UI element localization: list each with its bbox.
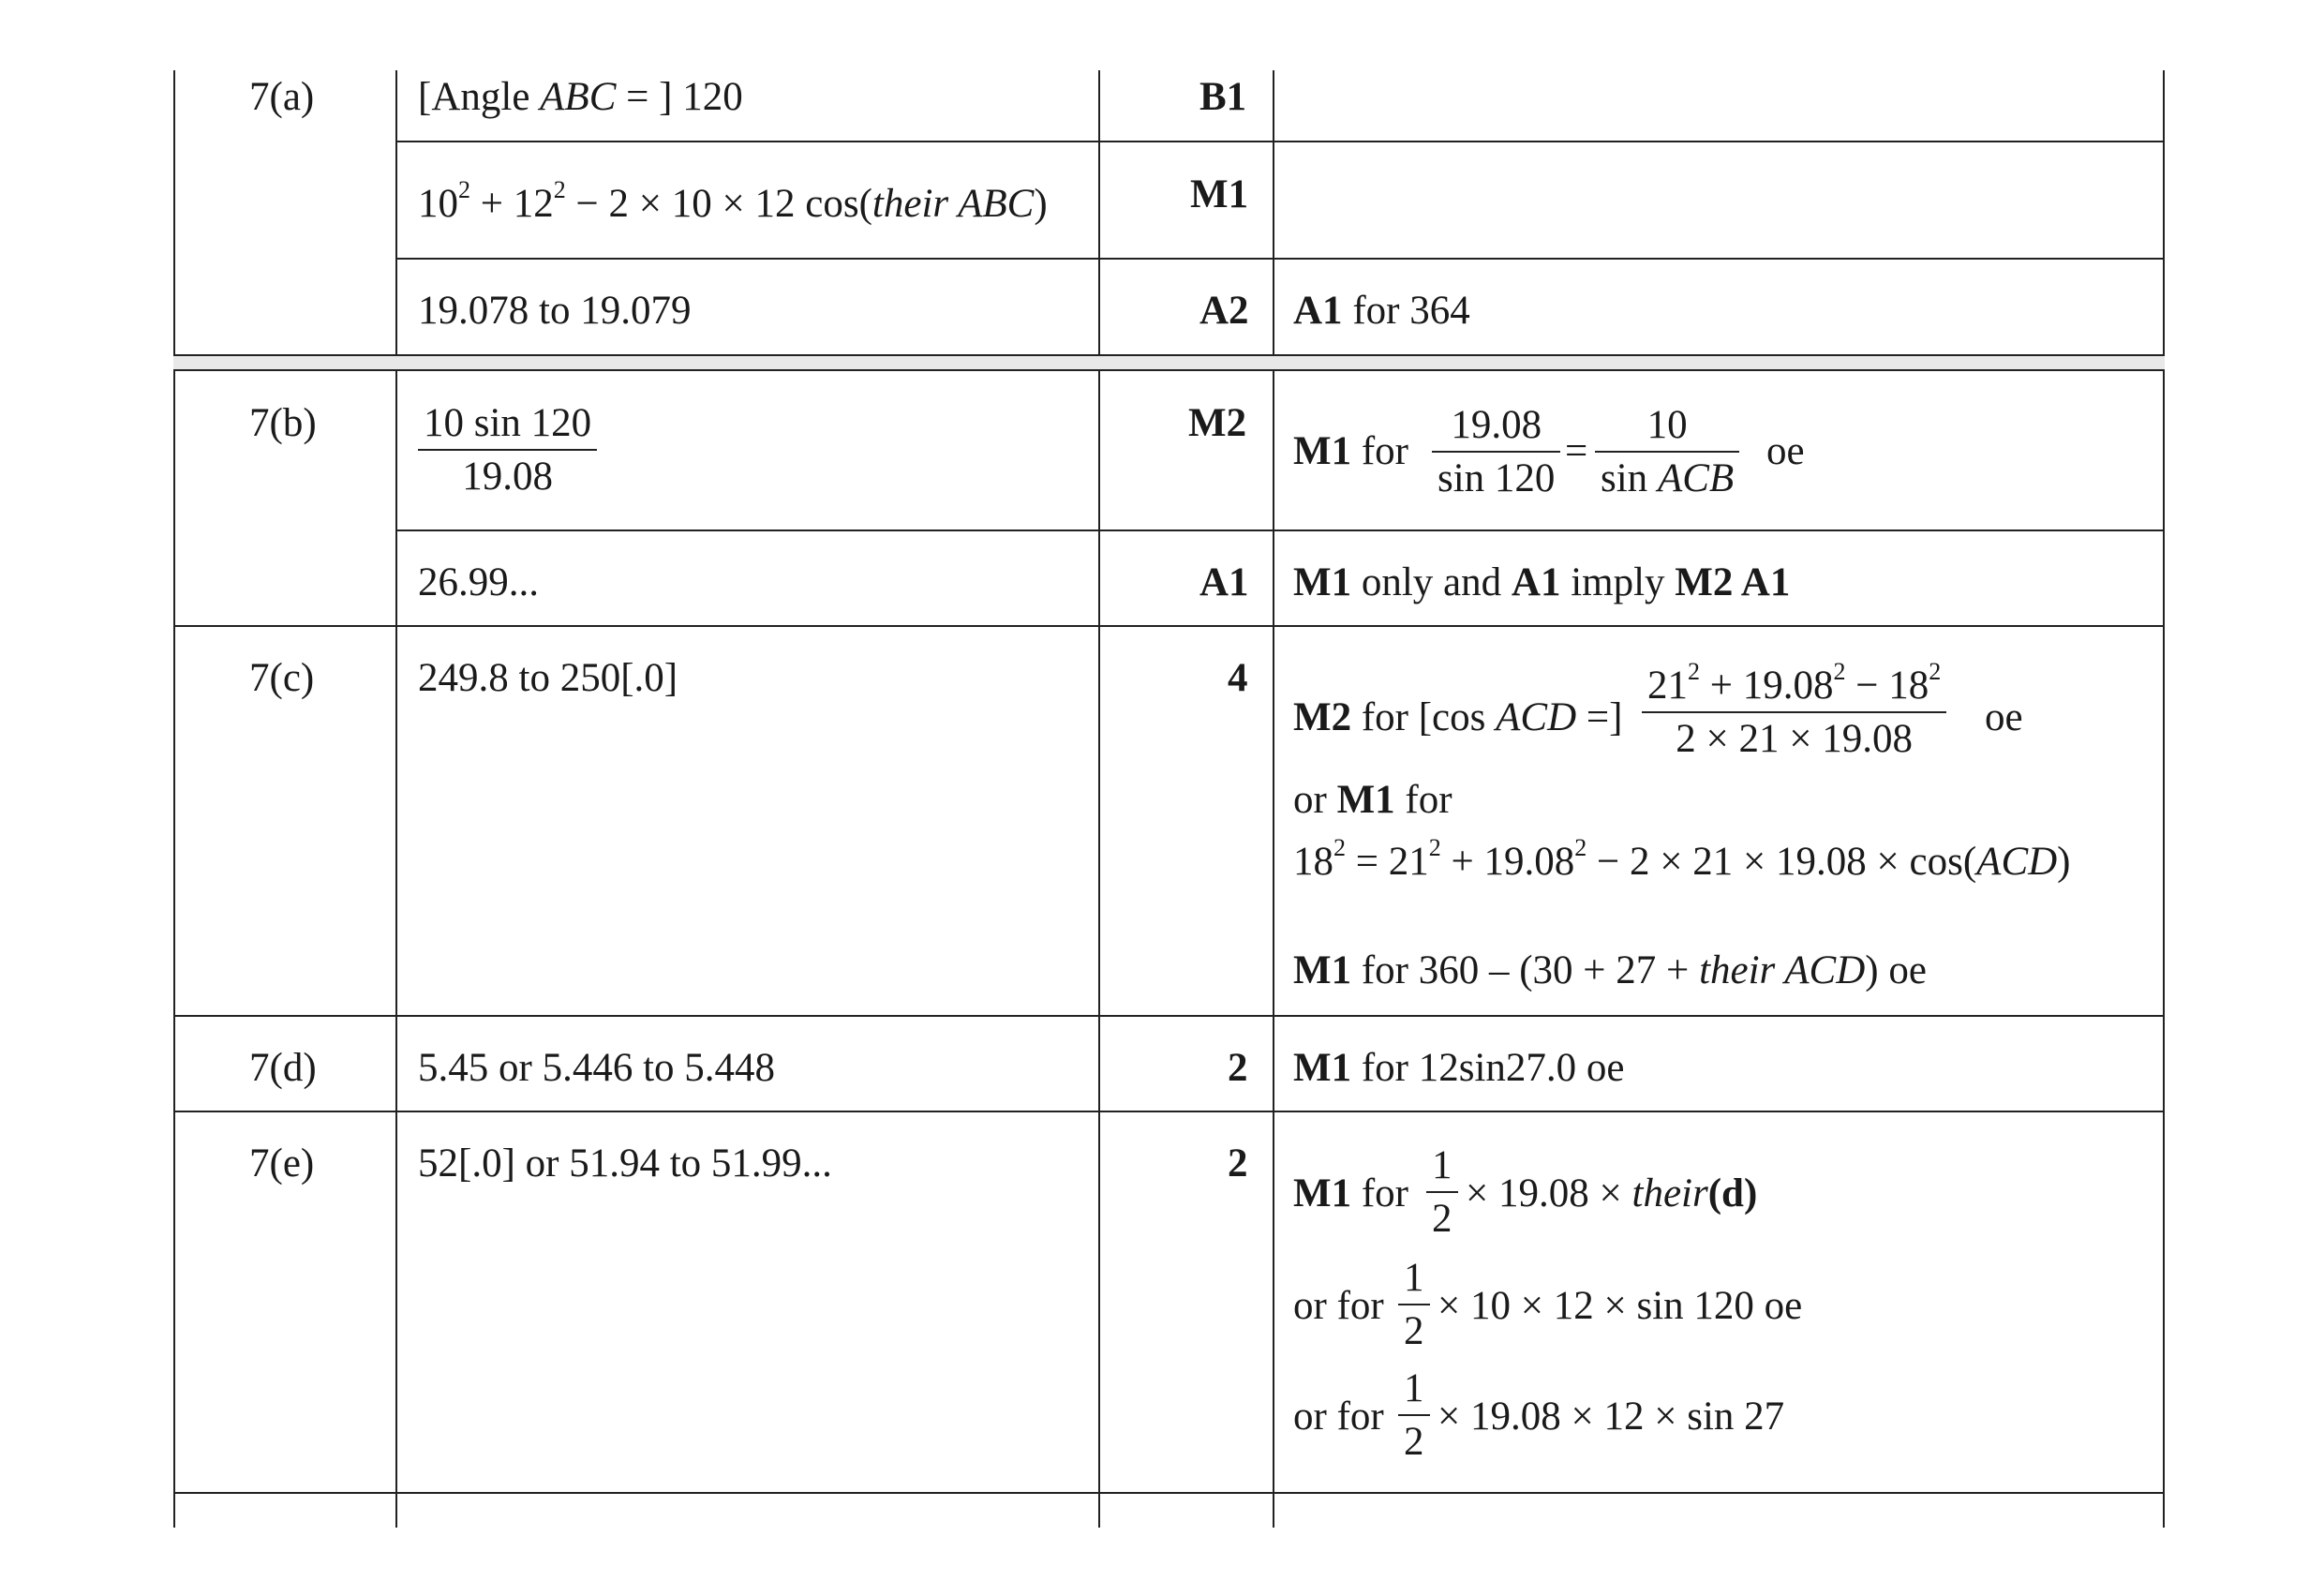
answer-7c: 249.8 to 250[.0] — [418, 656, 678, 700]
part-label-7d: 7(d) — [249, 1046, 317, 1090]
answer-7a-2: $10^2 + 12^2 - 2 \times 10 \times 12$ cos(their ABC) — [418, 176, 1048, 226]
col-border-mark — [1273, 70, 1274, 1528]
mark-7a-1: B1 — [1199, 75, 1247, 119]
note-7c-line4: M1 for 360 – (30 + 27 + their ACD) oe — [1293, 948, 1927, 992]
row-line-c-end — [173, 1015, 2165, 1017]
part-label-7e: 7(e) — [249, 1141, 315, 1186]
col-border-answer — [1098, 70, 1100, 1528]
note-7c-oe: oe — [1985, 695, 2023, 739]
note-7e-half-3: 1 2 — [1398, 1368, 1430, 1462]
row-line-b-end — [173, 625, 2165, 627]
row-line-a1 — [395, 141, 2165, 142]
col-border-part — [395, 70, 397, 1528]
answer-7e: 52[.0] or 51.94 to 51.99... — [418, 1141, 832, 1186]
answer-7b-2: 26.99... — [418, 560, 539, 604]
row-line-a-end — [173, 354, 2165, 356]
mark-7b-2: A1 — [1199, 560, 1249, 604]
note-7b-oe: oe — [1766, 429, 1805, 473]
col-border-right — [2163, 70, 2165, 1528]
mark-7a-2: M1 — [1190, 172, 1249, 216]
note-7c-line2: or M1 for — [1293, 778, 1452, 822]
mark-7c: 4 — [1228, 656, 1248, 700]
note-7b-fraction-2: 10 sin ACB — [1595, 405, 1739, 499]
note-7b-2: M1 only and A1 imply M2 A1 — [1293, 560, 1791, 604]
note-7c-fraction: $21^2 + 19.08^2 - 18^2$ 2 × 21 × 19.08 — [1642, 665, 1946, 759]
note-7e-line3-rest: × 19.08 × 12 × sin 27 — [1438, 1395, 1785, 1439]
answer-7d: 5.45 or 5.446 to 5.448 — [418, 1046, 776, 1090]
part-label-7b: 7(b) — [249, 401, 317, 445]
mark-7d: 2 — [1228, 1046, 1248, 1090]
note-7e-half-2: 1 2 — [1398, 1258, 1430, 1351]
note-7e-half-1: 1 2 — [1426, 1145, 1458, 1239]
answer-7a-1: [Angle ABC = ] 120 — [418, 75, 743, 119]
mark-7e: 2 — [1228, 1141, 1248, 1186]
mark-7b-1: M2 — [1188, 401, 1247, 445]
row-line-a2 — [395, 258, 2165, 260]
note-7c-line3: $18^2 = 21^2 + 19.08^2 - 2 \times 21 \times 19.08 \times \cos(ACD)$ — [1293, 834, 2071, 884]
note-7e-line3-lead: or for — [1293, 1395, 1384, 1439]
note-7e-line2-lead: or for — [1293, 1284, 1384, 1328]
row-line-b1 — [395, 529, 2165, 531]
row-line-d-end — [173, 1111, 2165, 1112]
part-label-7c: 7(c) — [249, 656, 315, 700]
answer-7a-3: 19.078 to 19.079 — [418, 289, 692, 333]
note-7e-line1-rest: × 19.08 × their(d) — [1466, 1171, 1758, 1216]
row-line-e-end — [173, 1492, 2165, 1494]
note-7d: M1 for 12sin27.0 oe — [1293, 1046, 1625, 1090]
note-7b-fraction-1: 19.08 sin 120 — [1432, 405, 1560, 499]
part-label-7a: 7(a) — [249, 75, 315, 119]
note-7e-line1-lead: M1 for — [1293, 1171, 1408, 1216]
col-border-left — [173, 70, 175, 1528]
note-7c-line1: M2 for [cos ACD =] — [1293, 695, 1623, 739]
note-7e-line2-rest: × 10 × 12 × sin 120 oe — [1438, 1284, 1803, 1328]
note-7b-equals: = — [1565, 429, 1588, 473]
note-7a-3: A1 for 364 — [1293, 289, 1470, 333]
note-7b-1-lead: M1 for — [1293, 429, 1408, 473]
mark-7a-3: A2 — [1199, 289, 1249, 333]
section-separator — [173, 354, 2165, 369]
row-line-b-start — [173, 369, 2165, 371]
answer-7b-fraction: 10 sin 120 19.08 — [418, 403, 597, 497]
